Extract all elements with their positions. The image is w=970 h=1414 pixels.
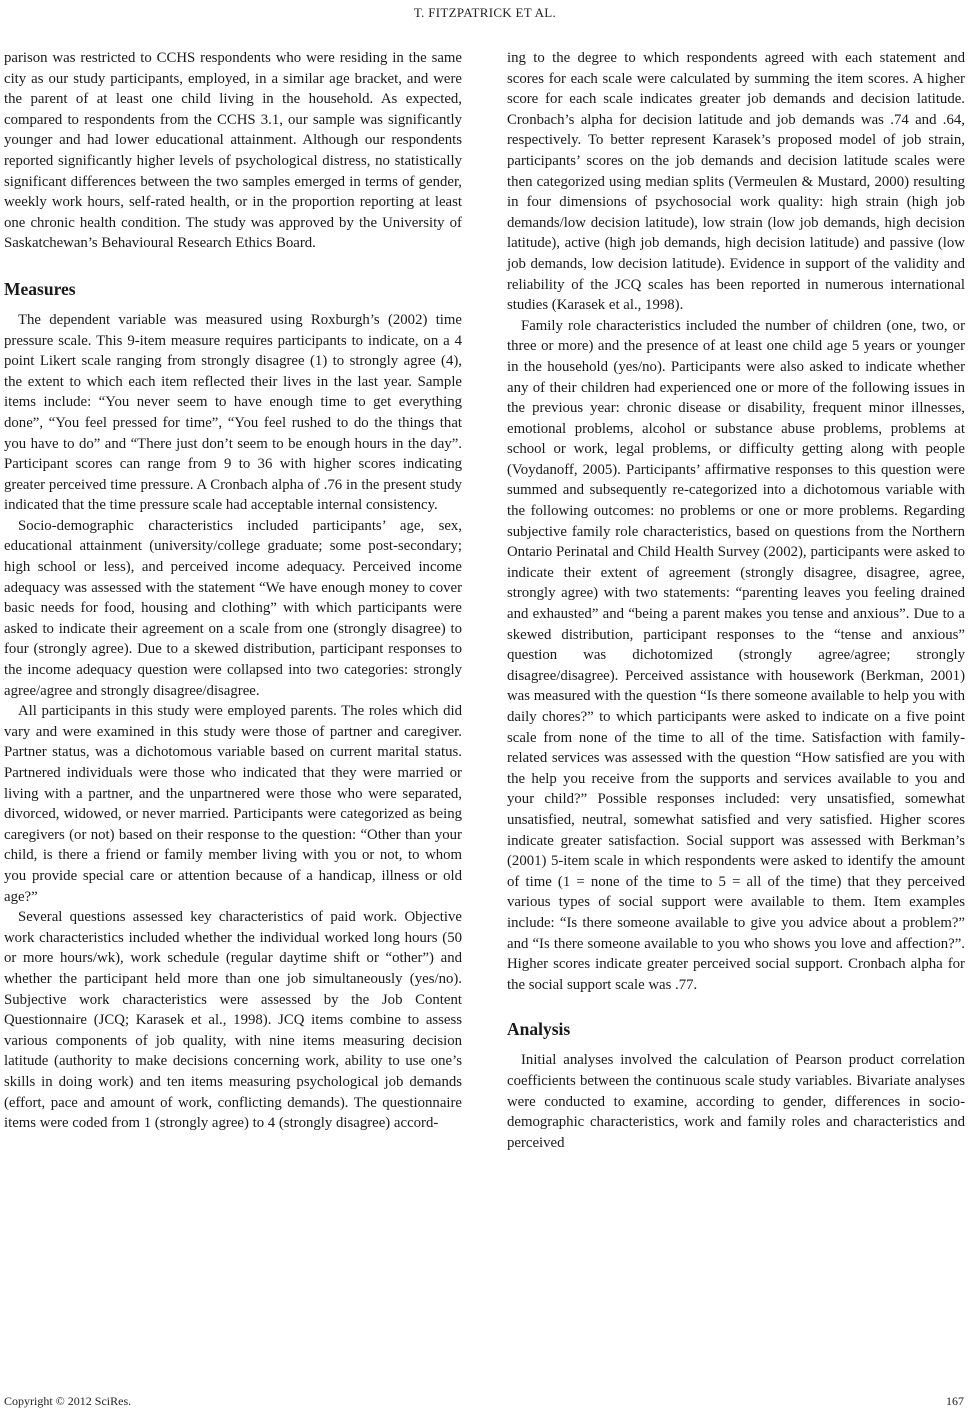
- page-footer: [4, 1394, 964, 1409]
- paragraph-socio-demographic: Socio-demographic characteristics included participants’ age, sex, educational attainment (university/college graduate; some post-secondary; high school or less), and perceived income adequacy. Perceived income adequacy was assessed with the statement “We have enough money to cover basic needs for food, housing and clothing” with which participants were asked to indicate their agreement on a scale from one (strongly disagree) to four (strongly agree). Due to a skewed distribution, participant responses to the income adequacy question were collapsed into two categories: strongly agree/agree and strongly disagree/disagree.: [4, 517, 462, 699]
- left-column: [4, 48, 462, 1134]
- running-head: T. FITZPATRICK ET AL.: [413, 5, 557, 20]
- heading-measures: Measures: [4, 278, 76, 299]
- paragraph-intro: parison was restricted to CCHS respondents who were residing in the same city as our study participants, employed, in a similar age bracket, and were the parent of at least one child living in the household. As expected, compared to respondents from the CCHS 3.1, our sample was significantly younger and had lower educational attainment. Although our respondents reported significantly higher levels of psychological distress, no statistically significant differences between the two samples emerged in terms of gender, weekly work hours, self-rated health, or in the proportion reporting at least one chronic health condition. The study was approved by the University of Saskatchewan’s Behavioural Research Ethics Board.: [4, 50, 462, 252]
- paragraph-family: Family role characteristics included the number of children (one, two, or three or more) and the presence of at least one child age 5 years or younger in the household (yes/no). Participants were also asked to indicate whether any of their children had experienced one or more of the following issues in the previous year: chronic disease or disability, frequent minor illnesses, emotional problems, alcohol or substance abuse problems, problems at school or work, legal problems, or difficulty getting along with people (Voydanoff, 2005). Participants’ affirmative responses to this question were summed and subsequently re-categorized into a dichotomous variable with the following outcomes: no problems or one or more problems. Regarding subjective family role characteristics, based on questions from the Northern Ontario Perinatal and Child Health Survey (2002), participants were asked to indicate their extent of agreement (strongly disagree, disagree, agree, strongly agree) with two statements: “parenting leaves you feeling drained and exhausted” and “being a parent makes you tense and anxious”. Due to a skewed distribution, participant responses to the “tense and anxious” question was dichotomized (strongly agree/agree; strongly disagree/disagree). Perceived assistance with housework (Berkman, 2001) was measured with the question “Is there someone available to help you with daily chores?” to which participants were asked to indicate on a five point scale from none of the time to all of the time. Satisfaction with family-related services was assessed with the question “How satisfied are you with the help you receive from the supports and services available to you and your child?” Possible responses included: very unsatisfied, somewhat unsatisfied, neutral, somewhat satisfied and very satisfied. Higher scores indicate greater satisfaction. Social support was assessed with Berkman’s (2001) 5-item scale in which respondents were asked to identify the amount of time (1 = none of the time to 5 = all of the time) that they perceived various types of social support were available to them. Item examples include: “Is there someone available to give you advice about a problem?” and “Is there someone available to you who shows you love and affection?”. Higher scores indicate greater perceived social support. Cronbach alpha for the social support scale was .77.: [507, 317, 965, 993]
- paragraph-work: Several questions assessed key characteristics of paid work. Objective work characteristics included whether the individual worked long hours (50 or more hours/wk), work schedule (regular daytime shift or “other”) and whether the participant held more than one job simultaneously (yes/no). Subjective work characteristics were assessed by the Job Content Questionnaire (JCQ; Karasek et al., 1998). JCQ items combine to assess various components of job quality, with nine items measuring decision latitude (authority to make decisions concerning work, ability to use one’s skills in doing work) and ten items measuring psychological job demands (effort, pace and amount of work, conflicting demands). The questionnaire items were coded from 1 (strongly agree) to 4 (strongly disagree) accord-: [4, 909, 462, 1132]
- page-number: 167: [946, 1394, 964, 1408]
- heading-analysis: Analysis: [507, 1019, 571, 1040]
- copyright-notice: Copyright © 2012 SciRes.: [4, 1394, 132, 1408]
- paragraph-roles: All participants in this study were employed parents. The roles which did vary and were examined in this study were those of partner and caregiver. Partner status, was a dichotomous variable based on current marital status. Partnered individuals were those who indicated that they were married or living with a partner, and the unpartnered were those who were separated, divorced, widowed, or never married. Participants were categorized as being caregivers (or not) based on their response to the question: “Other than your child, is there a friend or family member living with you or not, to whom you provide special care or attention because of a handicap, illness or old age?”: [4, 703, 462, 905]
- paragraph-jcq-continued: ing to the degree to which respondents agreed with each statement and scores for each scale were calculated by summing the item scores. A higher score for each scale indicates greater job demands and decision latitude. Cronbach’s alpha for decision latitude and job demands was .74 and .64, respectively. To better represent Karasek’s proposed model of job strain, participants’ scores on the job demands and decision latitude scales were then categorized using median splits (Vermeulen & Mustard, 2000) resulting in four dimensions of psychosocial work quality: high strain (high job demands/low decision latitude), low strain (low job demands, high decision latitude), active (high job demands, high decision latitude) and passive (low job demands, low decision latitude). Evidence in support of the validity and reliability of the JCQ scales has been reported in numerous international studies (Karasek et al., 1998).: [507, 50, 965, 314]
- right-column: [507, 48, 965, 1153]
- paragraph-time-pressure: The dependent variable was measured using Roxburgh’s (2002) time pressure scale. This 9-item measure requires participants to indicate, on a 4 point Likert scale ranging from strongly disagree (1) to strongly agree (4), the extent to which each item reflected their lives in the last year. Sample items include: “You never seem to have enough time to get everything done”, “You feel pressed for time”, “You feel rushed to do the things that you have to do” and “There just don’t seem to be enough hours in the day”. Participant scores can range from 9 to 36 with higher scores indicating greater perceived time pressure. A Cronbach alpha of .76 in the present study indicated that the time pressure scale had acceptable internal consistency.: [4, 311, 462, 514]
- paragraph-analysis: Initial analyses involved the calculation of Pearson product correlation coefficients between the continuous scale study variables. Bivariate analyses were conducted to examine, according to gender, differences in socio-demographic characteristics, work and family roles and characteristics and perceived: [507, 1052, 965, 1151]
